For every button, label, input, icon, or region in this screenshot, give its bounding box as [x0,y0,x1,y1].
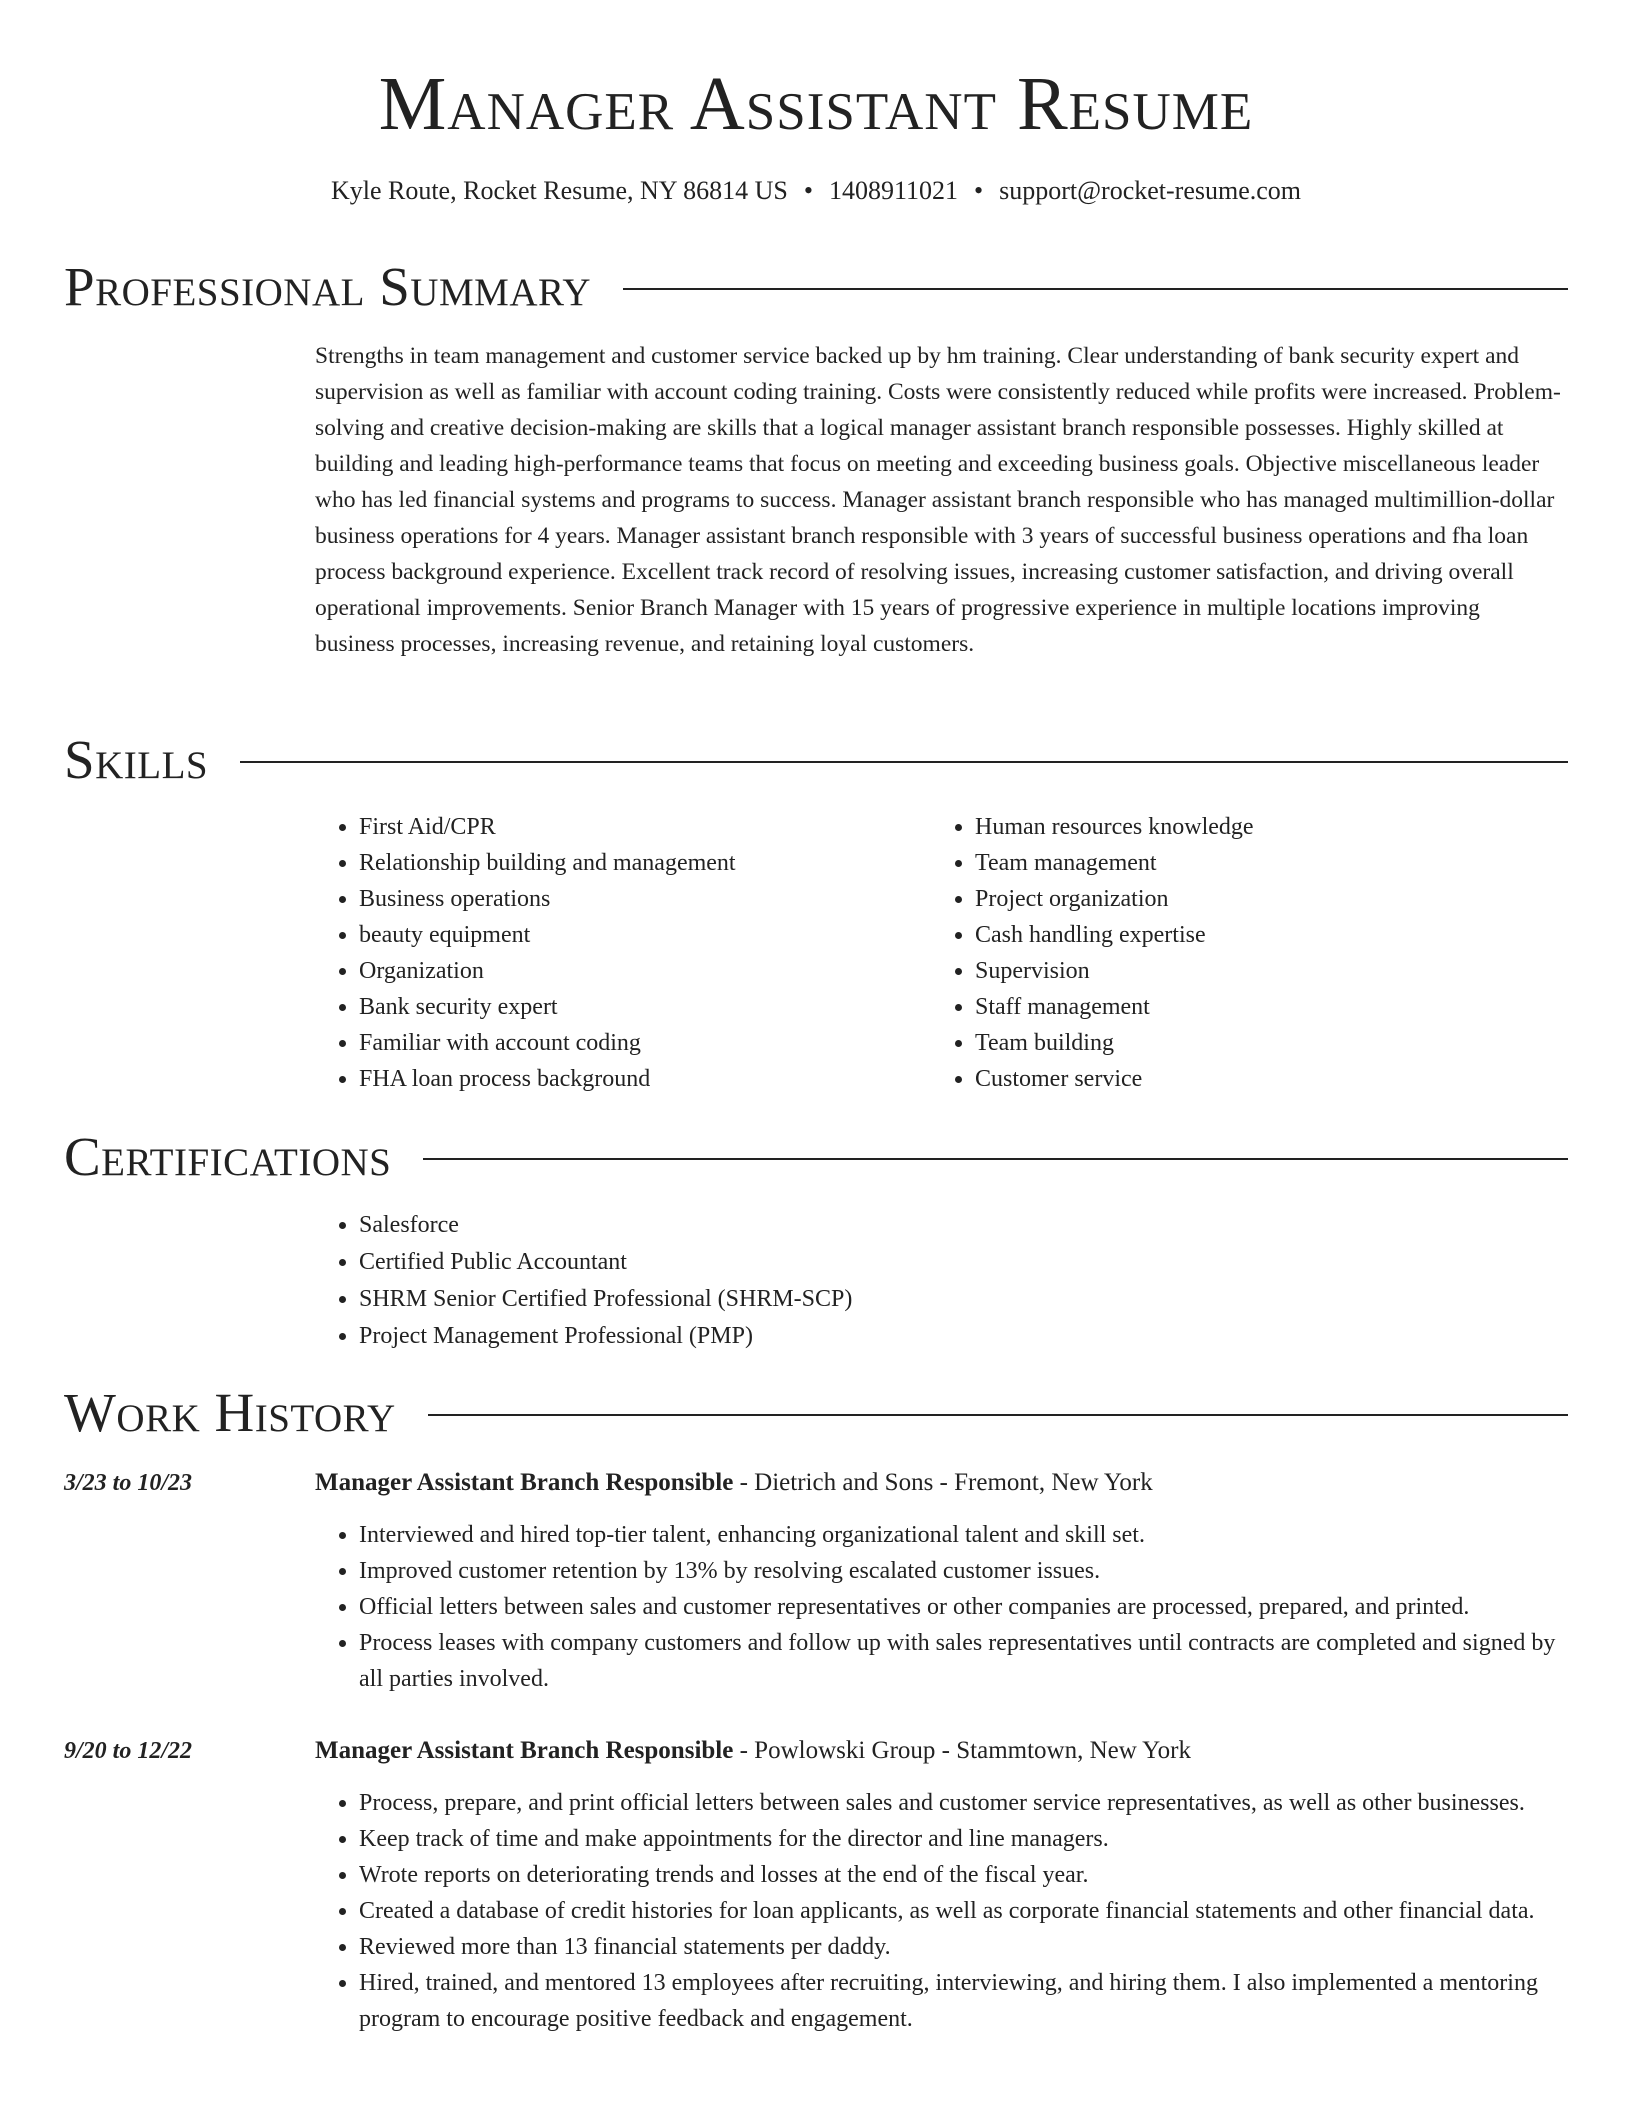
section-header-skills [64,727,1568,793]
separator-dot: • [974,176,984,205]
job-duty-item: • Wrote reports on deteriorating trends and losses at the end of the fiscal year. [359,1857,1565,1893]
certifications-list [315,1207,852,1354]
job-duties [315,1785,1565,2037]
certification-item: • Certified Public Accountant [359,1244,852,1280]
section-header-work-history [64,1380,1568,1446]
summary-text: Strengths in team management and customer service backed up by hm training. Clear understanding of bank security expert and supervision as well as familiar with account coding training. Costs were consistently reduced while profits were increased. Problem-solving and creative decision-making are skills that a logical manager assistant branch responsible possesses. Highly skilled at building and leading high-performance teams that focus on meeting and exceeding business goals. Objective miscellaneous leader who has led financial systems and programs to success. Manager assistant branch responsible who has managed multimillion-dollar business operations for 4 years. Manager assistant branch responsible with 3 years of successful business operations and fha loan process background experience. Excellent track record of resolving issues, increasing customer satisfaction, and driving overall operational improvements. Senior Branch Manager with 15 years of progressive experience in multiple locations improving business processes, increasing revenue, and retaining loyal customers. [315,343,1561,657]
section-header-certifications [64,1124,1568,1190]
skill-item: • Staff management [975,989,1254,1025]
job-duty-item: • Keep track of time and make appointments for the director and line managers. [359,1821,1565,1857]
job-heading [315,1733,1191,1769]
skill-item: • Team management [975,845,1254,881]
section-header-summary [64,254,1568,320]
job-duty-item: • Reviewed more than 13 financial statements per daddy. [359,1929,1565,1965]
contact-address: Kyle Route, Rocket Resume, NY 86814 US [330,176,788,205]
skills-list-left [315,809,736,1097]
section-divider [423,1158,1568,1160]
job-duties-list [315,1517,1565,1697]
skill-item: • Project organization [975,881,1254,917]
skills-list-right [931,809,1254,1097]
skill-item: • Familiar with account coding [359,1025,736,1061]
section-title-certifications: Certifications [64,1126,392,1187]
skill-item: • Bank security expert [359,989,736,1025]
section-divider [623,288,1568,290]
skill-item: • Cash handling expertise [975,917,1254,953]
skill-item: • First Aid/CPR [359,809,736,845]
skill-item: • Organization [359,953,736,989]
contact-line [0,173,1632,209]
certification-item: • SHRM Senior Certified Professional (SHRM-SCP) [359,1281,852,1317]
section-title-summary: Professional Summary [64,256,592,317]
job-dates: 3/23 to 10/23 [64,1470,193,1496]
contact-email: support@rocket-resume.com [999,176,1302,205]
job-duty-item: • Interviewed and hired top-tier talent, enhancing organizational talent and skill set. [359,1517,1565,1553]
job-company-location: - Powlowski Group - Stammtown, New York [733,1737,1191,1764]
skill-item: • Team building [975,1025,1254,1061]
job-duties [315,1517,1565,1697]
certification-item: • Salesforce [359,1207,852,1243]
skill-item: • Relationship building and management [359,845,736,881]
separator-dot: • [803,176,813,205]
contact-phone: 1408911021 [828,176,958,205]
skills-column-right [931,809,1254,1097]
job-role: Manager Assistant Branch Responsible [315,1737,734,1764]
section-title-work-history: Work History [64,1382,396,1443]
job-duty-item: • Process, prepare, and print official letters between sales and customer service representatives, as well as other businesses. [359,1785,1565,1821]
skills-column-left [315,809,736,1097]
job-duty-item: • Official letters between sales and customer representatives or other companies are processed, prepared, and printed. [359,1589,1565,1625]
skill-item: • Supervision [975,953,1254,989]
section-title-skills: Skills [64,729,209,790]
skill-item: • Customer service [975,1061,1254,1097]
job-heading [315,1465,1153,1501]
job-role: Manager Assistant Branch Responsible [315,1469,734,1496]
page-title: Manager Assistant Resume [378,62,1254,146]
job-duty-item: • Process leases with company customers and follow up with sales representatives until contracts are completed and signed by all parties involved. [359,1625,1565,1697]
section-divider [428,1414,1568,1416]
certifications-block [315,1207,852,1355]
job-duty-item: • Improved customer retention by 13% by resolving escalated customer issues. [359,1553,1565,1589]
skill-item: • Human resources knowledge [975,809,1254,845]
section-divider [240,761,1568,763]
job-duties-list [315,1785,1565,2037]
skill-item: • beauty equipment [359,917,736,953]
job-duty-item: • Created a database of credit histories for loan applicants, as well as corporate financial statements and other financial data. [359,1893,1565,1929]
job-dates: 9/20 to 12/22 [64,1738,193,1764]
skill-item: • FHA loan process background [359,1061,736,1097]
job-company-location: - Dietrich and Sons - Fremont, New York [733,1469,1153,1496]
skill-item: • Business operations [359,881,736,917]
certification-item: • Project Management Professional (PMP) [359,1318,852,1354]
job-duty-item: • Hired, trained, and mentored 13 employees after recruiting, interviewing, and hiring them. I also implemented a mentoring program to encourage positive feedback and engagement. [359,1965,1565,2037]
